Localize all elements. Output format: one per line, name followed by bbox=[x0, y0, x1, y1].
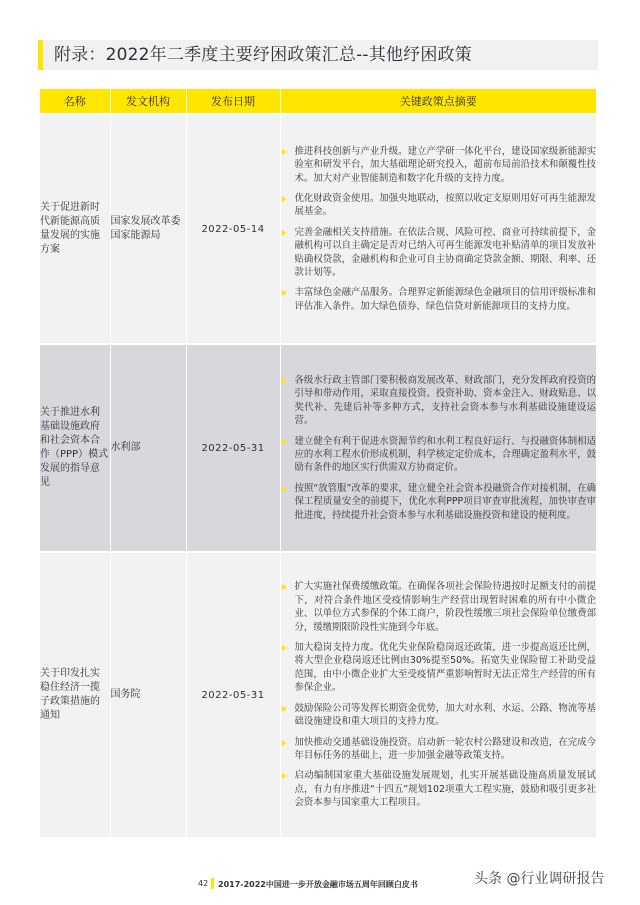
release-date: 2022-05-31 bbox=[186, 552, 280, 837]
page-title: 附录：2022年二季度主要纾困政策汇总--其他纾困政策 bbox=[54, 45, 472, 65]
policy-points bbox=[280, 114, 596, 344]
header-name: 名称 bbox=[40, 89, 110, 114]
table-row bbox=[40, 552, 596, 837]
triangle-bullet-icon bbox=[282, 706, 287, 712]
page-number: 42 bbox=[198, 879, 209, 888]
policy-name: 关于印发扎实稳住经济一揽子政策措施的通知 bbox=[40, 552, 110, 837]
point-text: 丰富绿色金融产品服务。合理界定新能源绿色金融项目的信用评级标准和评估准入条件。加大绿色债券、绿色信贷对新能源项目的支持力度。 bbox=[294, 287, 596, 312]
point-text: 加快推动交通基础设施投资。启动新一轮农村公路建设和改造，在完成今年目标任务的基础上，进一步加强金融等政策支持。 bbox=[294, 736, 596, 761]
point-text: 建立健全有利于促进水资源节约和水利工程良好运行、与投融资体制相适应的水利工程水价形成机制，科学核定定价成本，合理确定盈利水平，鼓励有条件的地区实行供需双方协商定价。 bbox=[294, 435, 596, 474]
triangle-bullet-icon bbox=[282, 740, 287, 746]
triangle-bullet-icon bbox=[282, 230, 287, 236]
triangle-bullet-icon bbox=[282, 773, 287, 779]
point-text: 各级水行政主管部门要积极商发展改革、财政部门，充分发挥政府投资的引导和带动作用，采取直接投资、投资补助、资本金注入、财政贴息、以奖代补、先建后补等多种方式，支持社会资本参与水利基础设施建设运营。 bbox=[294, 374, 596, 427]
policy-name: 关于推进水利基础设施政府和社会资本合作（PPP）模式发展的指导意见 bbox=[40, 344, 110, 552]
issuing-org: 国家发展改革委 国家能源局 bbox=[110, 114, 186, 344]
issuing-org: 国务院 bbox=[110, 552, 186, 837]
triangle-bullet-icon bbox=[282, 584, 287, 590]
header-points: 关键政策点摘要 bbox=[280, 89, 596, 114]
table-row bbox=[40, 344, 596, 552]
policy-points bbox=[280, 552, 596, 837]
footer-title: 2017-2022中国进一步开放金融市场五周年回顾白皮书 bbox=[218, 880, 418, 889]
point-text: 按照“放管服”改革的要求，建立健全社会资本投融资合作对接机制，在确保工程质量安全的前提下，优化水利PPP项目审查审批流程，加快审查审批进度，持续提升社会资本参与水利基础设施投资和建设的便利度。 bbox=[294, 482, 596, 521]
list-item bbox=[281, 580, 597, 634]
point-text: 加大稳岗支持力度。优化失业保险稳岗返还政策，进一步提高返还比例，将大型企业稳岗返还比例由30%提至50%。拓宽失业保险留工补助受益范围，由中小微企业扩大至受疫情严重影响暂时无法正常生产经营的所有参保企业。 bbox=[294, 642, 596, 694]
policy-points bbox=[280, 344, 596, 552]
point-text: 启动编制国家重大基础设施发展规划，扎实开展基础设施高质量发展试点，有力有序推进“十四五”规划102项重大工程实施，鼓励和吸引更多社会资本参与国家重大工程项目。 bbox=[294, 770, 596, 809]
title-bar bbox=[38, 40, 598, 70]
list-item bbox=[281, 145, 597, 185]
issuing-org: 水利部 bbox=[110, 344, 186, 552]
triangle-bullet-icon bbox=[282, 290, 287, 296]
list-item bbox=[281, 192, 597, 219]
header-date: 发布日期 bbox=[186, 89, 280, 114]
triangle-bullet-icon bbox=[282, 378, 287, 384]
header-org: 发文机构 bbox=[110, 89, 186, 114]
list-item bbox=[281, 769, 597, 809]
list-item bbox=[281, 286, 597, 313]
footer-accent-bar bbox=[211, 878, 214, 889]
point-text: 推进科技创新与产业升级。建立产学研一体化平台，建设国家级新能源实验室和研发平台，加大基础理论研究投入，超前布局前沿技术和颠覆性技术。加大对产业智能制造和数字化升级的支持力度。 bbox=[294, 145, 596, 184]
point-text: 扩大实施社保费缓缴政策。在确保各项社会保险待遇按时足额支付的前提下，对符合条件地区受疫情影响生产经营出现暂时困难的所有中小微企业、以单位方式参保的个体工商户，阶段性缓缴三项社会保险单位缴费部分，缓缴期限阶段性实施到今年底。 bbox=[294, 581, 596, 633]
list-item bbox=[281, 736, 597, 763]
table-row bbox=[40, 114, 596, 344]
policy-name: 关于促进新时代新能源高质量发展的实施方案 bbox=[40, 114, 110, 344]
point-text: 鼓励保险公司等发挥长期资金优势，加大对水利、水运、公路、物流等基础设施建设和重大项目的支持力度。 bbox=[294, 702, 596, 728]
list-item bbox=[281, 435, 597, 475]
triangle-bullet-icon bbox=[282, 486, 287, 492]
point-text: 优化财政资金使用。加强央地联动，按照以收定支原则用好可再生能源发展基金。 bbox=[294, 192, 596, 218]
title-accent-bar bbox=[38, 40, 43, 70]
list-item bbox=[281, 641, 597, 695]
triangle-bullet-icon bbox=[282, 149, 287, 155]
release-date: 2022-05-14 bbox=[186, 114, 280, 344]
policy-table bbox=[40, 89, 596, 837]
release-date: 2022-05-31 bbox=[186, 344, 280, 552]
list-item bbox=[281, 374, 597, 428]
list-item bbox=[281, 702, 597, 729]
triangle-bullet-icon bbox=[282, 645, 287, 651]
triangle-bullet-icon bbox=[282, 196, 287, 202]
watermark: 头条 @行业调研报告 bbox=[474, 871, 605, 887]
list-item bbox=[281, 482, 597, 522]
triangle-bullet-icon bbox=[282, 439, 287, 445]
point-text: 完善金融相关支持措施。在依法合规、风险可控、商业可持续前提下，金融机构可以自主确定是否对已纳入可再生能源发电补贴清单的项目发放补贴确权贷款，金融机构和企业可自主协商确定贷款金额、期限、利率、还款计划等。 bbox=[294, 226, 596, 279]
table-header-row bbox=[40, 89, 596, 114]
list-item bbox=[281, 226, 597, 280]
